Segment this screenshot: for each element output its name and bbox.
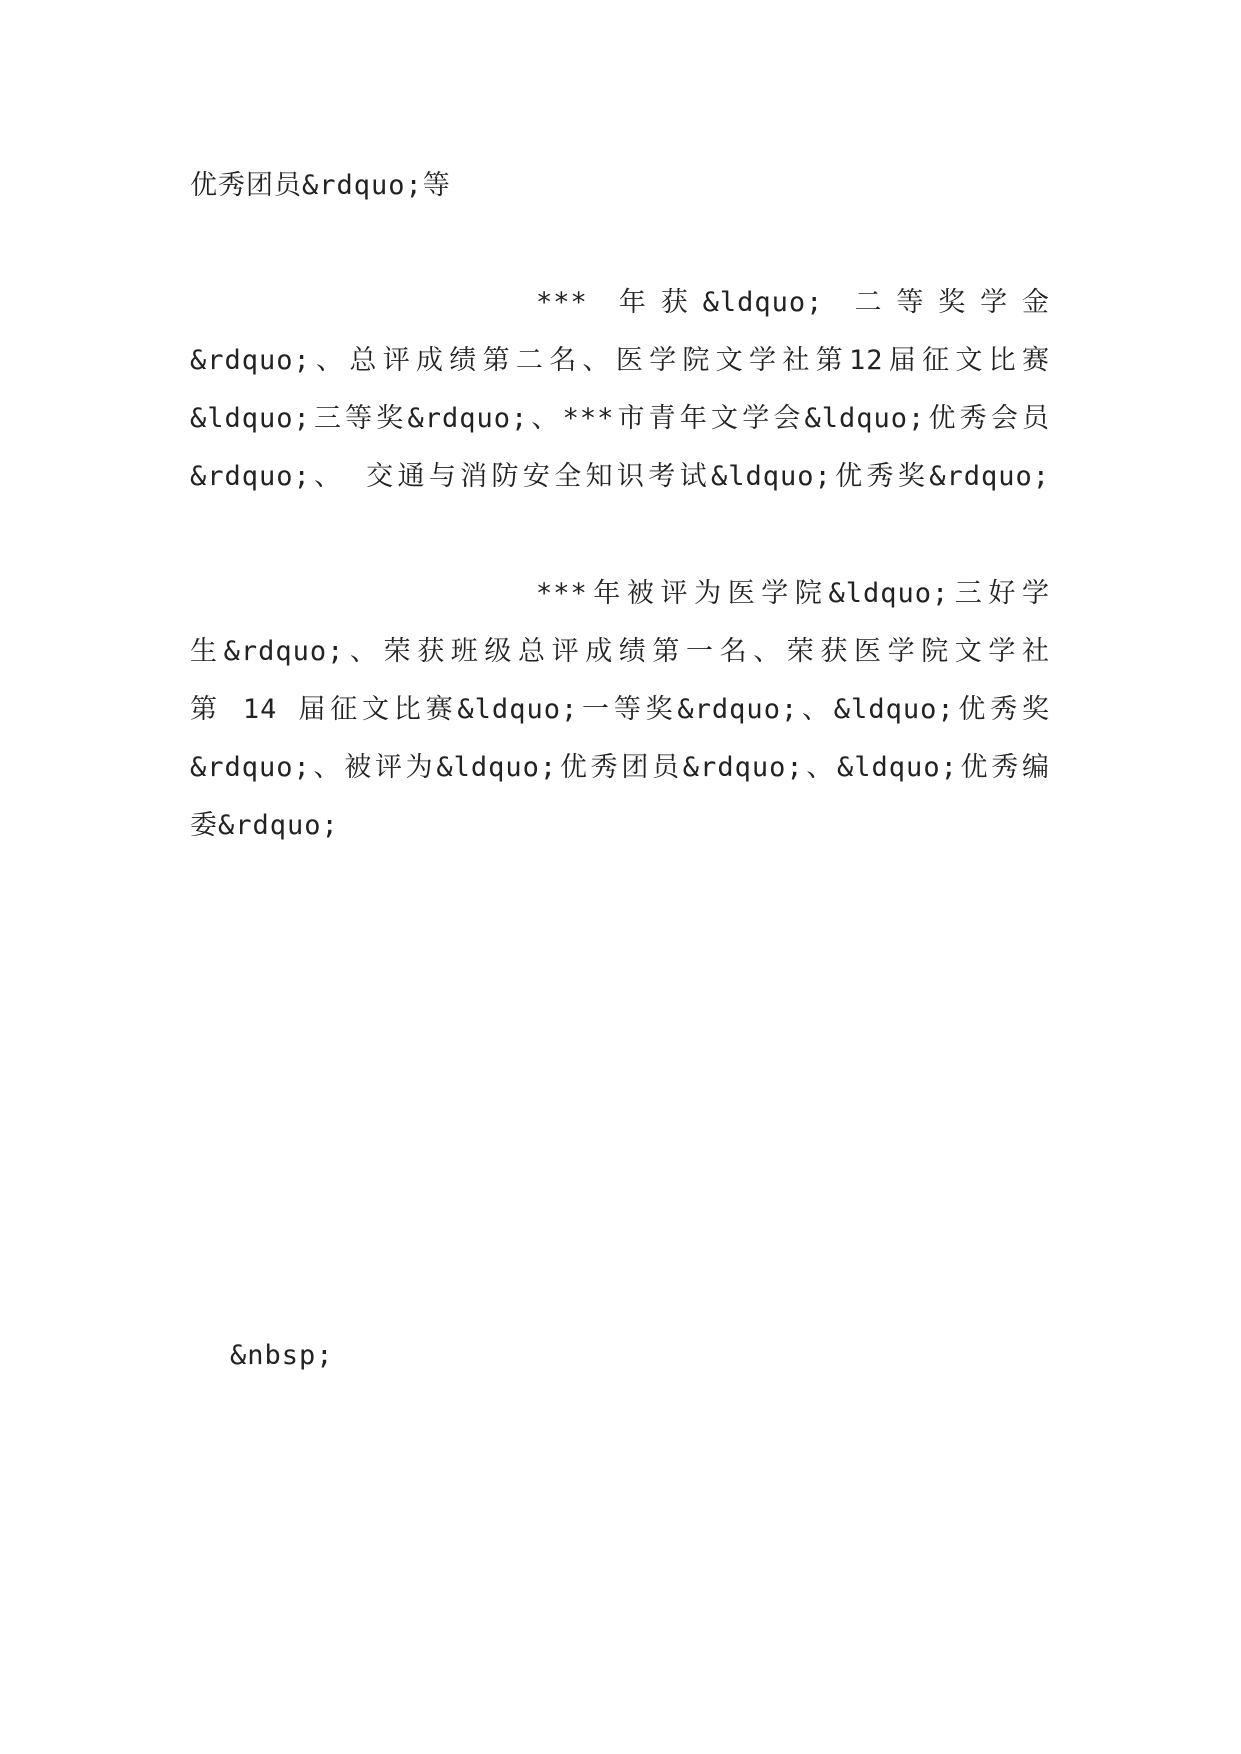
paragraph-3-line-1: ***年被评为医学院&ldquo;三好学 bbox=[536, 578, 1050, 609]
paragraph-3-line-2: 生&rdquo;、荣获班级总评成绩第一名、荣获医学院文学社 bbox=[190, 636, 1050, 667]
paragraph-3-line-5: 委&rdquo; bbox=[190, 810, 339, 841]
paragraph-1-line-1: 优秀团员&rdquo;等 bbox=[190, 170, 451, 201]
paragraph-3-line-4: &rdquo;、被评为&ldquo;优秀团员&rdquo;、&ldquo;优秀编 bbox=[190, 752, 1050, 783]
paragraph-2-line-2: &rdquo;、总评成绩第二名、医学院文学社第12届征文比赛 bbox=[190, 345, 1050, 376]
paragraph-2-line-4: &rdquo;、 交通与消防安全知识考试&ldquo;优秀奖&rdquo; bbox=[190, 461, 1050, 492]
paragraph-3-line-3: 第 14 届征文比赛&ldquo;一等奖&rdquo;、&ldquo;优秀奖 bbox=[190, 694, 1050, 725]
paragraph-2-line-3: &ldquo;三等奖&rdquo;、***市青年文学会&ldquo;优秀会员 bbox=[190, 403, 1050, 434]
trailing-text: &nbsp; bbox=[230, 1340, 334, 1371]
paragraph-2-line-1: *** 年获&ldquo; 二等奖学金 bbox=[536, 287, 1050, 318]
